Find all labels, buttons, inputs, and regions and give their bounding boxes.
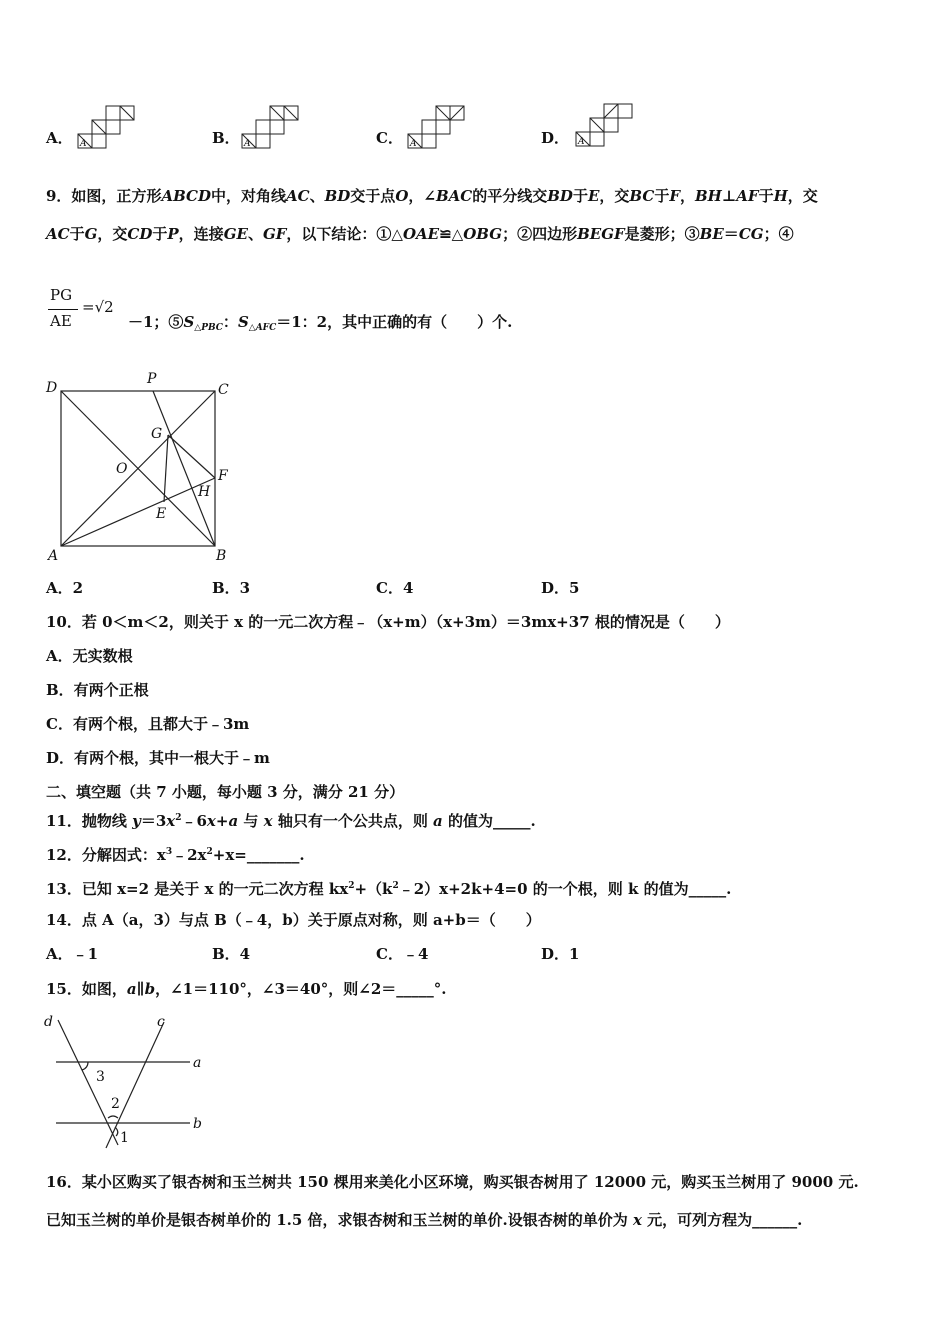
q11-stem: 11．抛物线 $y=3x^2﹣6x+a$ 与 x 轴只有一个公共点，则 a 的值为_____. <box>46 812 536 830</box>
fraction-numerator: PG <box>50 286 73 304</box>
label-c: C <box>218 382 229 398</box>
angle-3-arc <box>82 1062 88 1070</box>
q8-option-d-net <box>574 102 636 148</box>
segment-ge <box>164 435 168 502</box>
q8-option-b-letter[interactable]: B． <box>212 129 240 147</box>
line-d <box>58 1020 118 1145</box>
label-a: A <box>48 548 59 564</box>
q9-option-c[interactable]: C．4 <box>376 579 414 597</box>
q9-stem-line3: －1；$⑤S_{\triangle PBC}$：$S_{\triangle AFC}=1$：2，其中正确的有（ ）个. <box>128 313 513 333</box>
q9-fraction <box>48 286 128 334</box>
q9-square-figure <box>40 368 240 568</box>
q10-option-c[interactable]: C．有两个根，且都大于﹣3m <box>46 715 250 733</box>
fraction-denominator: AE <box>50 312 72 330</box>
label-h: H <box>198 484 211 500</box>
q8-option-b-net <box>240 104 302 150</box>
fraction-rhs: =√2 <box>82 298 114 316</box>
q10-option-a[interactable]: A．无实数根 <box>46 647 133 665</box>
q14-option-a[interactable]: A．﹣1 <box>46 945 99 963</box>
label-1: 1 <box>120 1130 129 1146</box>
label-b: B <box>216 548 227 564</box>
label-c: c <box>157 1014 165 1030</box>
label-b: b <box>193 1116 202 1132</box>
q16-stem-line1: 16．某小区购买了银杏树和玉兰树共 150 棵用来美化小区环境，购买银杏树用了 12000 元，购买玉兰树用了 9000 元. <box>46 1173 859 1191</box>
q14-stem: 14．点 A（a，3）与点 B（﹣4，b）关于原点对称，则 a+b＝（ ） <box>46 911 541 929</box>
label-e: E <box>156 506 167 522</box>
q8-b-cell-label: A <box>244 139 251 149</box>
q8-a-cell-label: A <box>80 139 87 149</box>
label-d: D <box>46 380 58 396</box>
section-2-heading: 二、填空题（共 7 小题，每小题 3 分，满分 21 分） <box>46 783 405 801</box>
q9-stem-line1: 9．如图，正方形ABCD中，对角线AC、BD交于点O，∠BAC的平分线交BD于E，交BC于F，BH⊥AF于H，交 <box>46 187 818 205</box>
q10-option-d[interactable]: D．有两个根，其中一根大于﹣m <box>46 749 270 767</box>
label-o: O <box>116 461 128 477</box>
q15-parallel-lines-figure <box>40 1010 210 1155</box>
fraction-bar <box>48 309 78 310</box>
label-g: G <box>151 426 163 442</box>
line-c <box>106 1022 164 1148</box>
q15-stem: 15．如图，a∥b，∠1＝110°，∠3＝40°，则∠2＝_____°. <box>46 980 447 998</box>
q14-option-b[interactable]: B．4 <box>212 945 251 963</box>
q9-option-a[interactable]: A．2 <box>46 579 84 597</box>
q14-option-c[interactable]: C．﹣4 <box>376 945 429 963</box>
q14-option-d[interactable]: D．1 <box>541 945 580 963</box>
q13-stem: 13．已知 x=2 是关于 x 的一元二次方程 $kx^2+(k^2﹣2)x+2k+4=0$ 的一个根，则 k 的值为_____. <box>46 880 732 898</box>
q8-option-c-letter[interactable]: C． <box>376 129 403 147</box>
segment-gf <box>168 435 215 478</box>
q8-option-a-net <box>76 104 138 150</box>
q9-stem-line2: AC于G，交CD于P，连接GE、GF，以下结论：①△OAE≌△OBG；②四边形BEGF是菱形；③BE＝CG；④ <box>46 225 794 243</box>
label-2: 2 <box>111 1096 120 1112</box>
q12-stem: 12．分解因式：$x^3﹣2x^2+x=\_\_\_\_\_\_\_$. <box>46 846 305 864</box>
label-p: P <box>147 371 157 387</box>
q8-c-cell-label: A <box>410 139 417 149</box>
q10-stem: 10．若 0＜m＜2，则关于 x 的一元二次方程﹣（x+m）（x+3m）＝3mx+37 根的情况是（ ） <box>46 613 730 631</box>
label-a: a <box>193 1055 202 1071</box>
q8-option-d-letter[interactable]: D． <box>541 129 570 147</box>
q8-option-a-letter[interactable]: A． <box>46 129 73 147</box>
q9-option-b[interactable]: B．3 <box>212 579 251 597</box>
line-pb <box>153 391 215 546</box>
q16-stem-line2: 已知玉兰树的单价是银杏树单价的 1.5 倍，求银杏树和玉兰树的单价.设银杏树的单价为 x 元，可列方程为______. <box>46 1211 803 1229</box>
label-d: d <box>44 1014 53 1030</box>
q10-option-b[interactable]: B．有两个正根 <box>46 681 149 699</box>
label-3: 3 <box>96 1069 105 1085</box>
label-f: F <box>218 468 228 484</box>
q8-d-cell-label: A <box>578 137 585 147</box>
angle-2-arc <box>108 1116 118 1118</box>
q8-option-c-net <box>406 104 468 150</box>
q9-option-d[interactable]: D．5 <box>541 579 580 597</box>
